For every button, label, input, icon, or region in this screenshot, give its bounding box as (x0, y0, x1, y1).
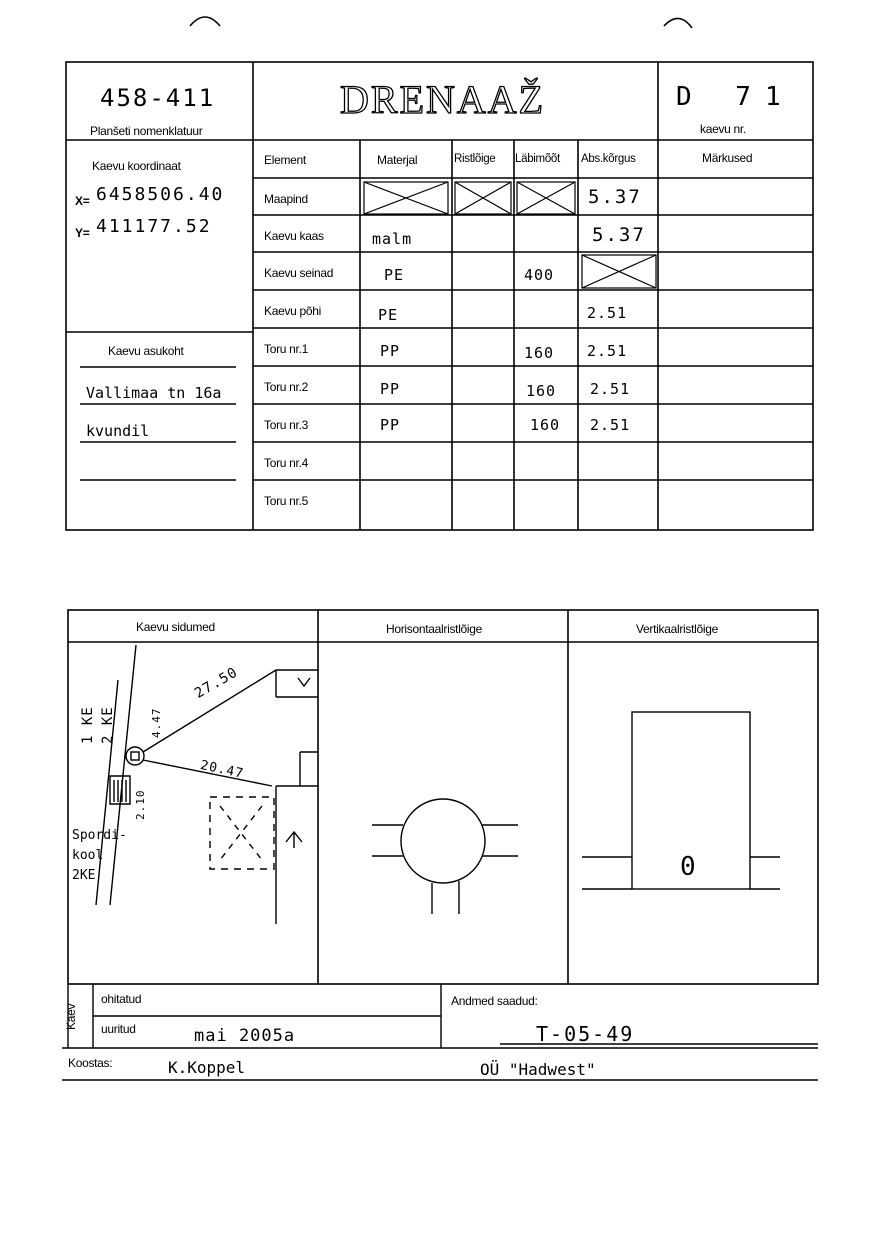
tie-measure-2: 20.47 (198, 758, 246, 782)
row-elevation: 5.37 (588, 186, 642, 208)
row-material: malm (372, 230, 413, 248)
row-element: Kaevu seinad (264, 266, 334, 280)
col-header-material: Materjal (377, 153, 418, 167)
building-note-bottom: Spordi-kool 2KE (72, 828, 127, 883)
row-element: Toru nr.3 (264, 418, 308, 432)
compiled-label: Koostas: (68, 1056, 113, 1070)
sheet-number: 458-411 (100, 84, 216, 112)
well-label: Kaev (64, 1003, 78, 1030)
punch-hole-left (190, 17, 220, 26)
punch-hole-right (664, 18, 692, 28)
measured-label: uuritud (101, 1022, 136, 1036)
col-header-diameter: Läbimõõt (515, 153, 560, 165)
row-element: Toru nr.5 (264, 494, 308, 508)
row-diameter: 400 (524, 266, 555, 284)
y-prefix: Y= (75, 226, 90, 240)
row-diameter: 160 (526, 382, 557, 400)
row-element: Toru nr.1 (264, 342, 308, 356)
x-prefix: X= (75, 194, 90, 208)
row-element: Kaevu põhi (264, 304, 322, 318)
col-header-elevation: Abs.kõrgus (581, 153, 636, 165)
row-elevation: 2.51 (587, 342, 628, 360)
location-line-1: Vallimaa tn 16a (86, 384, 222, 402)
row-diameter: 160 (524, 344, 555, 362)
row-material: PP (380, 342, 401, 360)
vertical-section-label: Vertikaalristlõige (636, 622, 718, 636)
row-material: PP (380, 416, 401, 434)
well-number-label: kaevu nr. (700, 122, 746, 136)
tie-drawing-label: Kaevu sidumed (136, 620, 215, 634)
building-note-left: 1 KE (80, 706, 96, 744)
well-number: D 71 (676, 82, 795, 112)
row-element: Kaevu kaas (264, 229, 324, 243)
row-elevation: 2.51 (590, 416, 631, 434)
row-elevation: 5.37 (592, 224, 646, 246)
horizontal-section-label: Horisontaalristlõige (386, 622, 483, 636)
location-label: Kaevu asukoht (108, 344, 184, 358)
col-header-element: Element (264, 153, 306, 167)
vertical-pipe-mark: 0 (680, 852, 698, 882)
row-material: PE (384, 266, 405, 284)
tie-measure-4: 2.10 (134, 789, 147, 820)
col-header-notes: Märkused (702, 151, 753, 165)
row-elevation: 2.51 (590, 380, 631, 398)
company-value: OÜ "Hadwest" (480, 1060, 596, 1079)
row-material: PP (380, 380, 401, 398)
compiled-value: K.Koppel (168, 1058, 246, 1077)
row-elevation: 2.51 (587, 304, 628, 322)
location-line-2: kvundil (86, 422, 150, 440)
row-element: Toru nr.2 (264, 380, 308, 394)
coordinates-label: Kaevu koordinaat (92, 159, 181, 173)
col-header-section: Ristlõige (454, 153, 496, 165)
row-element: Toru nr.4 (264, 456, 308, 470)
row-material: PE (378, 306, 399, 324)
data-received-label: Andmed saadud: (451, 994, 538, 1008)
inspected-label: ohitatud (101, 992, 142, 1006)
x-coordinate: 6458506.40 (96, 184, 225, 205)
page-title: DRENAAŽ (340, 77, 546, 122)
data-received-value: T-05-49 (536, 1022, 635, 1046)
sheet-number-label: Planšeti nomenklatuur (90, 124, 203, 138)
tie-measure-3: 4.47 (150, 707, 163, 738)
row-diameter: 160 (530, 416, 561, 434)
y-coordinate: 411177.52 (96, 216, 212, 237)
building-note-left2: 2 KE (100, 706, 116, 744)
tie-measure-1: 27.50 (192, 664, 241, 702)
measured-value: mai 2005a (194, 1026, 296, 1046)
row-element: Maapind (264, 192, 308, 206)
